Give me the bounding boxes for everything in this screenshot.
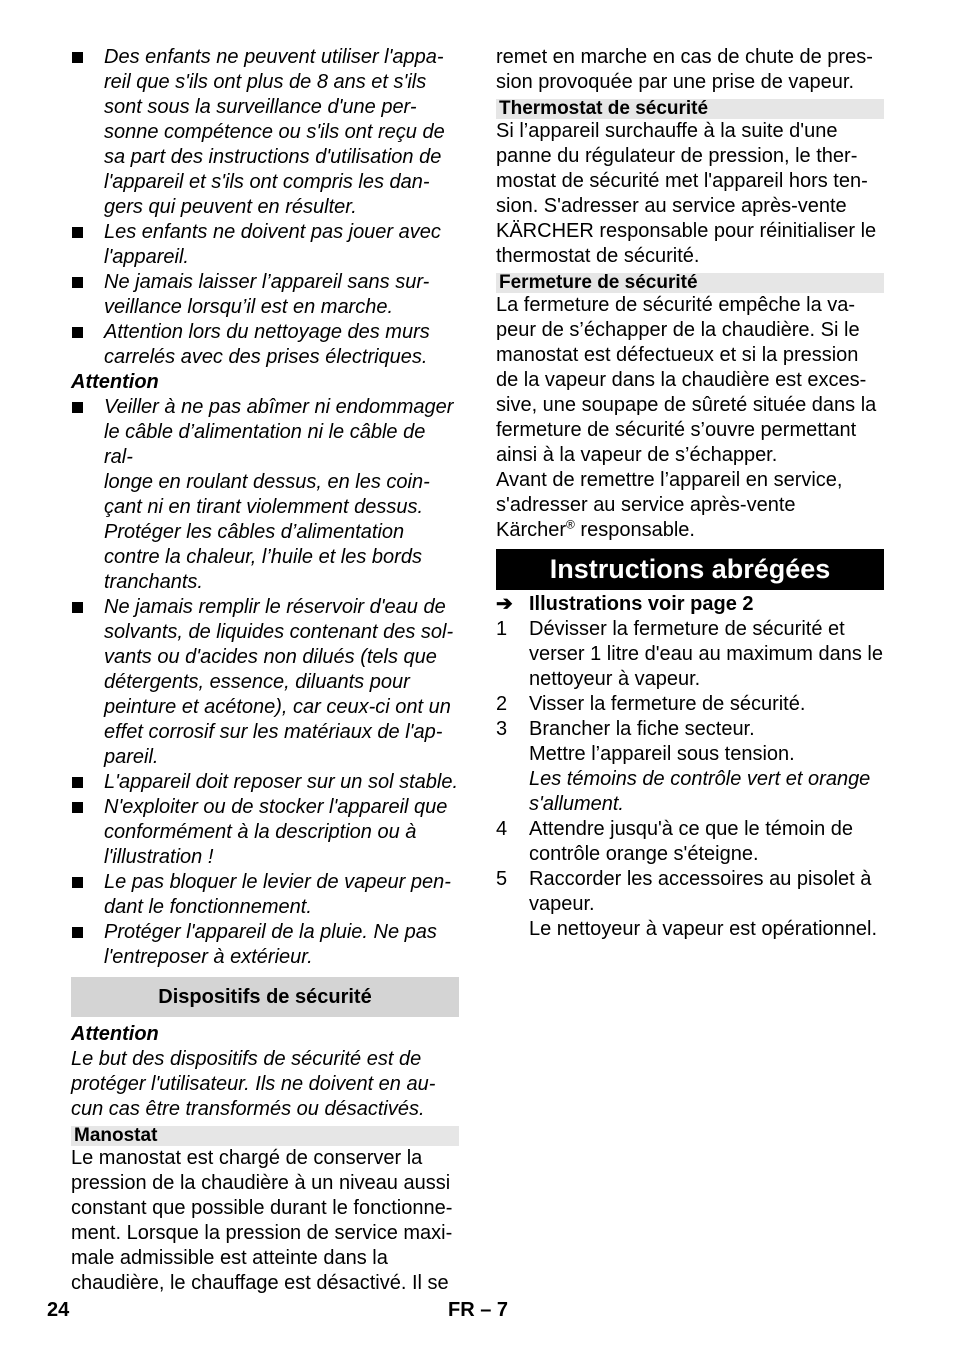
subsection-title-manostat: Manostat	[71, 1126, 459, 1146]
bullet-text: Veiller à ne pas abîmer ni endommager le câble d’alimentation ni le câble de ral- longe en roulant dessus, en les coin- çant ni en tirant violemment dessus. Protéger les câbles d’alimentation contre la chaleur, l’huile et les bords tranchants.	[104, 396, 454, 593]
instruction-step	[496, 692, 884, 717]
instruction-steps	[496, 617, 884, 942]
fermeture-text: La fermeture de sécurité empêche la va- peur de s’échapper de la chaudière. Si le manostat est défectueux et si la pression de la vapeur dans la chaudière est exces- sive, une soupape de sûreté située dans la fermeture de sécurité s’ouvre permettant ainsi à la vapeur de s’échapper. Avant de remettre l’appareil en service, s'adresser au service après-vente	[496, 294, 877, 516]
bullet-item	[71, 45, 459, 220]
subsection-title-fermeture: Fermeture de sécurité	[496, 273, 884, 293]
brand-name: Kärcher	[496, 519, 567, 541]
instruction-step	[496, 817, 884, 867]
bullet-text: Les enfants ne doivent pas jouer avec l'appareil.	[104, 221, 441, 268]
manostat-text-continued: remet en marche en cas de chute de pres- sion provoquée par une prise de vapeur.	[496, 46, 873, 93]
bullet-text: L'appareil doit reposer sur un sol stable.	[104, 771, 459, 793]
bullet-item	[71, 320, 459, 370]
instruction-step	[496, 867, 884, 942]
attention-heading: Attention	[71, 1023, 159, 1045]
fermeture-closing-line	[496, 518, 884, 543]
section-title-instructions: Instructions abrégées	[496, 549, 884, 590]
bullet-square-icon	[72, 227, 83, 238]
bullet-square-icon	[72, 777, 83, 788]
closing-text: responsable.	[574, 519, 695, 541]
bullet-item	[71, 395, 459, 595]
section-title-safety-devices: Dispositifs de sécurité	[71, 977, 459, 1017]
thermostat-text: Si l’appareil surchauffe à la suite d'une panne du régulateur de pression, le ther- mostat de sécurité met l'appareil hors ten- sion. S'adresser au service après-vente KÄRCHER responsable pour réinitialiser le thermostat de sécurité.	[496, 120, 877, 267]
illustrations-text: Illustrations voir page 2	[529, 593, 754, 615]
bullet-item	[71, 795, 459, 870]
instruction-step	[496, 717, 884, 817]
attention-bullet-list	[71, 395, 459, 970]
bullet-text: Ne jamais laisser l’appareil sans sur- veillance lorsqu’il est en marche.	[104, 271, 430, 318]
step-number: 3	[496, 718, 508, 740]
bullet-square-icon	[72, 402, 83, 413]
step-number: 5	[496, 868, 508, 890]
attention-heading: Attention	[71, 371, 159, 393]
subsection-title-thermostat: Thermostat de sécurité	[496, 99, 884, 119]
step-note: Les témoins de contrôle vert et orange s'allument.	[529, 768, 871, 815]
bullet-text: Des enfants ne peuvent utiliser l'appa- reil que s'ils ont plus de 8 ans et s'ils sont sous la surveillance d'une per- sonne compétence ou s'ils ont reçu de sa part des instructions d'utilisation de l'appareil et s'ils ont compris les dan- gers qui peuvent en résulter.	[104, 46, 445, 218]
step-text: Visser la fermeture de sécurité.	[529, 693, 806, 715]
instruction-step	[496, 617, 884, 692]
bullet-text: Le pas bloquer le levier de vapeur pen- dant le fonctionnement.	[104, 871, 451, 918]
bullet-square-icon	[72, 52, 83, 63]
bullet-square-icon	[72, 802, 83, 813]
attention-text: Le but des dispositifs de sécurité est de protéger l'utilisateur. Ils ne doivent en au- cun cas être transformés ou désactivés.	[71, 1048, 436, 1120]
left-column	[71, 45, 459, 1296]
bullet-text: Ne jamais remplir le réservoir d'eau de solvants, de liquides contenant des sol- vants ou d'acides non dilués (tels que détergents, essence, diluants pour peinture et acétone), car ceux-ci ont un effet corrosif sur les matériaux de l'ap- pareil.	[104, 596, 454, 768]
safety-bullet-list	[71, 45, 459, 370]
bullet-square-icon	[72, 327, 83, 338]
registered-mark: ®	[566, 517, 575, 532]
bullet-item	[71, 270, 459, 320]
step-number: 4	[496, 818, 508, 840]
bullet-item	[71, 920, 459, 970]
bullet-square-icon	[72, 877, 83, 888]
illustrations-reference	[496, 592, 884, 617]
bullet-text: N'exploiter ou de stocker l'appareil que conformément à la description ou à l'illustration !	[104, 796, 448, 868]
bullet-square-icon	[72, 277, 83, 288]
section-page-label: FR – 7	[448, 1299, 509, 1321]
arrow-right-icon: ➔	[496, 593, 513, 615]
bullet-text: Attention lors du nettoyage des murs carrelés avec des prises électriques.	[104, 321, 430, 368]
bullet-item	[71, 220, 459, 270]
step-text: Brancher la fiche secteur. Mettre l’appareil sous tension.	[529, 718, 795, 765]
step-text: Attendre jusqu'à ce que le témoin de contrôle orange s'éteigne.	[529, 818, 854, 865]
manostat-text: Le manostat est chargé de conserver la pression de la chaudière à un niveau aussi constant que possible durant le fonctionne- ment. Lorsque la pression de service maxi- male admissible est atteinte dans la chaudière, le chauffage est désactivé. Il se	[71, 1147, 453, 1294]
page-number: 24	[47, 1299, 70, 1321]
right-column	[496, 45, 884, 942]
step-number: 1	[496, 618, 508, 640]
bullet-item	[71, 870, 459, 920]
step-text: Raccorder les accessoires au pisolet à vapeur. Le nettoyeur à vapeur est opérationnel.	[529, 868, 878, 940]
bullet-text: Protéger l'appareil de la pluie. Ne pas l'entreposer à extérieur.	[104, 921, 437, 968]
bullet-square-icon	[72, 602, 83, 613]
bullet-item	[71, 770, 459, 795]
step-number: 2	[496, 693, 508, 715]
bullet-item	[71, 595, 459, 770]
bullet-square-icon	[72, 927, 83, 938]
step-text: Dévisser la fermeture de sécurité et verser 1 litre d'eau au maximum dans le nettoyeur à vapeur.	[529, 618, 883, 690]
